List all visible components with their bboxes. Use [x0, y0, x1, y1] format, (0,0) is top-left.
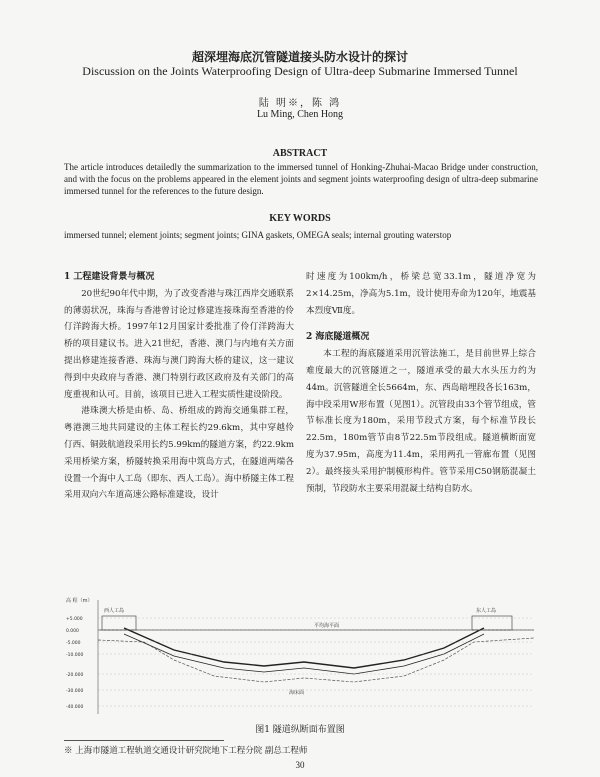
- elevation-label: -30.000: [66, 689, 84, 694]
- elevation-label: -20.000: [66, 673, 84, 678]
- footnote: ※ 上海市隧道工程轨道交通设计研究院地下工程分院 副总工程师: [64, 746, 308, 756]
- elevation-label: -10.000: [66, 653, 84, 658]
- title-chinese: 超深埋海底沉管隧道接头防水设计的探讨: [191, 50, 408, 64]
- elevation-header: 高 程（m）: [66, 598, 93, 604]
- abstract-heading: ABSTRACT: [272, 148, 328, 159]
- west-island-label: 西人工岛: [104, 608, 125, 614]
- section2-paragraph-1: 本工程的海底隧道采用沉管法施工，是目前世界上综合难度最大的沉管隧道之一，隧道承受的最大水头压力约为44m。沉管隧道全长5664m，东、西岛暗埋段各长163m，海中段采用W形布置（见图1）。沉管段由33个管节组成，管节标准长度为180m，采用节段式方案，每个标准节段长22.5m，180m管节由8节22.5m节段组成。隧道横断面宽度为37.95m，高度为11.4m，采用两孔一管廊布置（见图2）。最终接头采用护制模形构件。管节采用C50钢筋混凝土预制，节段防水主要采用混凝土结构自防水。: [306, 349, 536, 494]
- right-column: [306, 269, 536, 497]
- elevation-label: +5.000: [66, 617, 83, 622]
- title-english: Discussion on the Joints Waterproofing Design of Ultra-deep Submarine Immersed Tunnel: [82, 64, 518, 78]
- figure-caption: 图1 隧道纵断面布置图: [255, 725, 345, 735]
- abstract-text: The article introduces detailedly the summarization to the immersed tunnel of Honking-Zhuhai-Macao Bridge under construction, and with the focus on the problems appeared in the element joints and segment joints waterproofing design of ultra-deep submarine immersed tunnel for the references to the future design.: [64, 162, 538, 196]
- authors-chinese: 陆 明※，陈 鸿: [258, 98, 342, 109]
- footnote-rule: [64, 740, 224, 741]
- section1-paragraph-2: 港珠澳大桥是由桥、岛、桥组成的跨海交通集群工程，粤港澳三地共同建设的主体工程长约29.6km，其中穿越伶仃西、铜鼓航道段采用长约5.99km的隧道方案，约22.9km采用桥梁方案，桥隧转换采用海中筑岛方式，在隧道两端各设置一个海中人工岛（即东、西人工岛）。海中桥隧主体工程采用双向六车道高速公路标准建设，设计: [64, 406, 294, 501]
- authors-english: Lu Ming, Chen Hong: [256, 109, 344, 120]
- elevation-label: -40.000: [66, 705, 84, 710]
- keywords-text: immersed tunnel; element joints; segment joints; GINA gaskets, OMEGA seals; internal grouting waterstop: [64, 230, 452, 240]
- page-number: 30: [295, 760, 305, 770]
- figure-background: [64, 590, 538, 720]
- section-heading-2: 2 海底隧道概况: [306, 332, 370, 343]
- section1-paragraph-1: 20世纪90年代中期，为了改变香港与珠江西岸交通联系的薄弱状况，珠海与香港曾讨论过修建连接珠海至香港的伶仃洋跨海大桥。1997年12月国家计委批准了伶仃洋跨海大桥的项目建议书。进入21世纪，香港、澳门与内地有关方面提出修建连接香港、珠海与澳门跨海大桥的建议，这一建议得到中央政府与香港、澳门特别行政区政府及有关部门的高度重视和认可。目前，该项目已进入工程实质性建设阶段。: [64, 288, 294, 400]
- section1-paragraph-continued: 时速度为100km/h，桥梁总宽33.1m，隧道净宽为2×14.25m，净高为5.1m，设计使用寿命为120年，地震基本烈度Ⅶ度。: [306, 272, 536, 316]
- left-column: [64, 269, 294, 504]
- elevation-label: -5.000: [66, 641, 81, 646]
- waterline-label: 平均海平面: [314, 623, 340, 629]
- section-heading-1: 1 工程建设背景与概况: [64, 272, 155, 282]
- keywords-heading: KEY WORDS: [269, 213, 331, 224]
- tunnel-profile-figure: [64, 590, 538, 720]
- seabed-label: 海床面: [289, 690, 305, 696]
- elevation-label: 0.000: [66, 629, 79, 634]
- east-island-label: 东人工岛: [476, 608, 497, 614]
